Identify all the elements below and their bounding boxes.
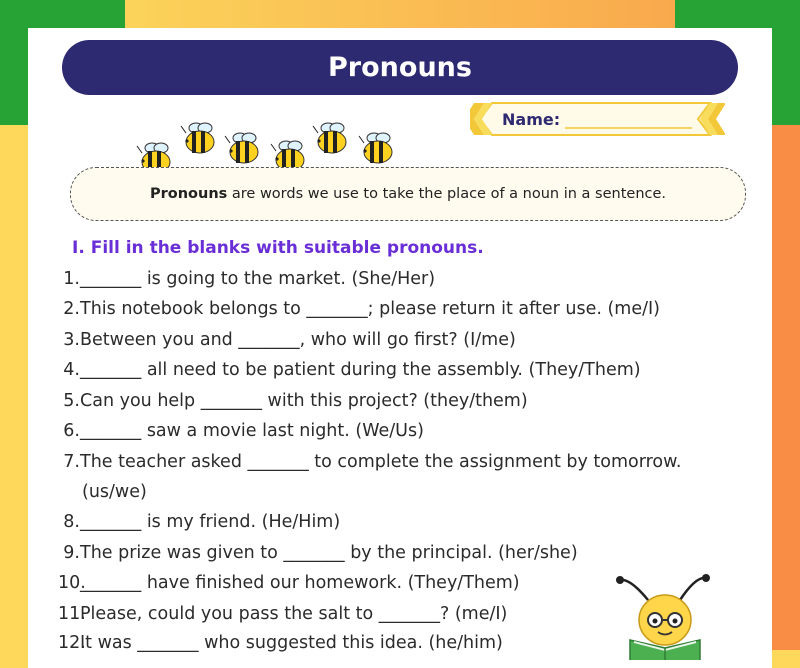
question-9: 9.The prize was given to _______ by the principal. (her/she): [63, 543, 578, 563]
question-2: 2.This notebook belongs to _______; please return it after use. (me/I): [63, 299, 660, 319]
question-text: The teacher asked _______ to complete the assignment by tomorrow.: [80, 452, 682, 472]
question-text: _______ have finished our homework. (They/Them): [80, 573, 520, 593]
definition-text: are words we use to take the place of a noun in a sentence.: [227, 186, 667, 202]
question-7-continuation: (us/we): [82, 482, 147, 502]
name-label: Name:: [502, 110, 561, 129]
reading-bee-icon: [608, 570, 728, 660]
question-text: Please, could you pass the salt to _______? (me/I): [80, 604, 508, 624]
question-text: _______ saw a movie last night. (We/Us): [80, 421, 424, 441]
name-field[interactable]: [470, 101, 725, 137]
definition-box: [70, 167, 746, 221]
question-text: _______ is going to the market. (She/Her): [80, 269, 436, 289]
question-text: Can you help _______ with this project? (they/them): [80, 391, 528, 411]
question-text: It was _______ who suggested this idea. (he/him): [80, 633, 503, 653]
background-top-band: [125, 0, 675, 28]
definition-term: Pronouns: [149, 186, 228, 202]
question-10: 10._______ have finished our homework. (They/Them): [58, 573, 520, 593]
page-title: Pronouns: [62, 40, 738, 95]
question-11: 11.Please, could you pass the salt to _______? (me/I): [58, 604, 508, 624]
question-text: The prize was given to _______ by the principal. (her/she): [80, 543, 578, 563]
question-3: 3.Between you and _______, who will go first? (I/me): [63, 330, 516, 350]
question-text: _______ is my friend. (He/Him): [80, 512, 341, 532]
question-8: 8._______ is my friend. (He/Him): [63, 512, 341, 532]
section-heading: I. Fill in the blanks with suitable pronouns.: [72, 238, 484, 258]
background-right-band: [772, 125, 800, 650]
question-text: _______ all need to be patient during the assembly. (They/Them): [80, 360, 641, 380]
background-left-band: [0, 125, 28, 650]
question-12: 12.It was _______ who suggested this idea. (he/him): [58, 633, 503, 653]
question-6: 6._______ saw a movie last night. (We/Us): [63, 421, 424, 441]
question-4: 4._______ all need to be patient during the assembly. (They/Them): [63, 360, 641, 380]
question-5: 5.Can you help _______ with this project? (they/them): [63, 391, 528, 411]
question-text: This notebook belongs to _______; please return it after use. (me/I): [80, 299, 660, 319]
question-7: 7.The teacher asked _______ to complete the assignment by tomorrow.: [63, 452, 682, 472]
question-1: 1._______ is going to the market. (She/Her): [63, 269, 436, 289]
question-text: Between you and _______, who will go first? (I/me): [80, 330, 516, 350]
